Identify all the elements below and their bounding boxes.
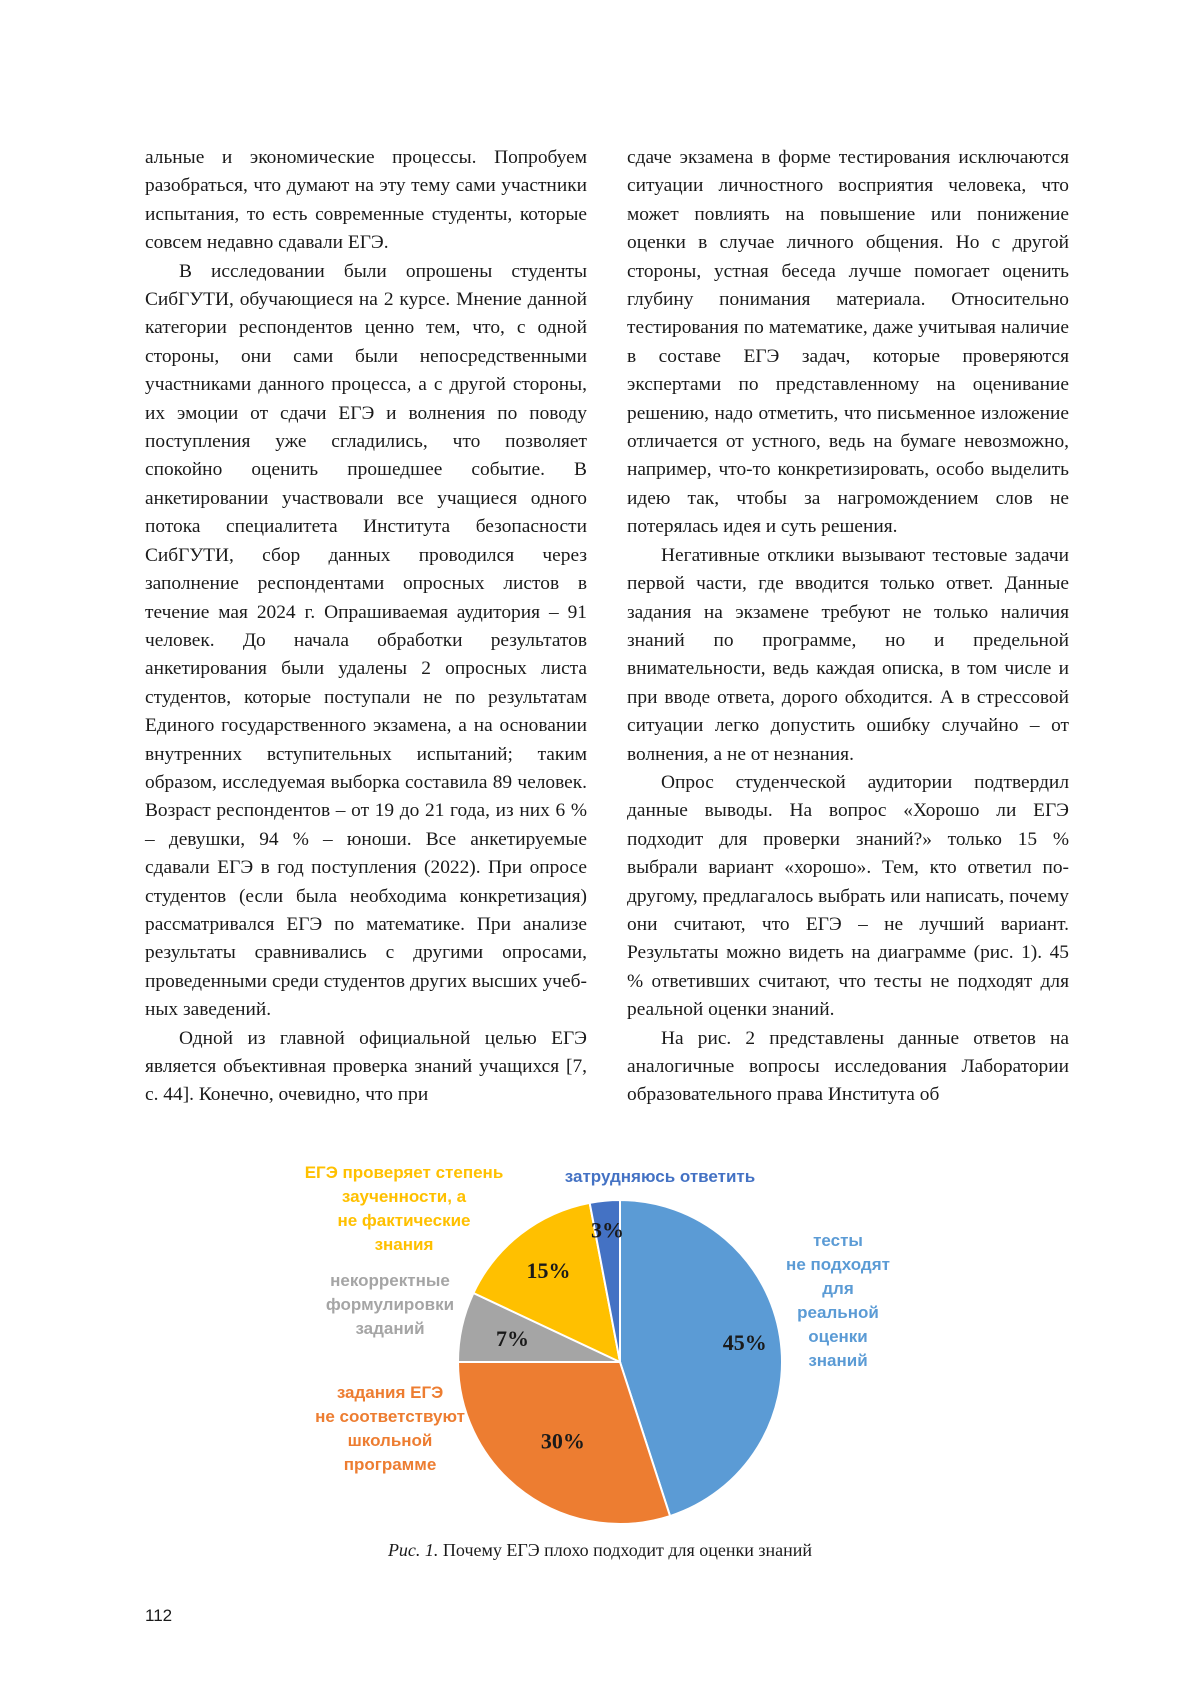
figure-caption-text: Почему ЕГЭ плохо подходит для оценки знаний: [438, 1540, 813, 1560]
paragraph: сдаче экзамена в форме тестирования исключаются ситуации личностного восприятия человека, что может повлиять на повышение или понижение оценки в случае личного общения. Но с другой стороны, устная беседа лучше помогает оценить глубину понимания материала. Относительно тестирования по математике, даже учитывая наличие в составе ЕГЭ задач, которые проверяются экспертами по представленному на оценивание решению, надо отметить, что письменное изложение отличается от устного, ведь на бумаге невозможно, например, что-то конкретизировать, особо выделить идею так, чтобы за нагромождением слов не потерялась идея и суть решения.: [627, 147, 1069, 538]
pie-chart: [290, 1158, 930, 1528]
figure-caption-prefix: Рис. 1.: [387, 1540, 439, 1560]
paragraph: В исследовании были опрошены студенты СибГУТИ, обучающиеся на 2 курсе. Мнение данной категории респондентов ценно тем, что, с одной стороны, они сами были непосредственными участниками данного процесса, а с другой стороны, их эмоции от сдачи ЕГЭ и волнения по поводу поступления уже сгладились, что позволяет спокойно оценить прошедшее событие. В анкетировании участвовали все учащиеся одного потока специалитета Института безопасности СибГУТИ, сбор данных проводился через заполнение респондентами опросных листов в течение мая 2024 г. Опрашиваемая аудитория – 91 человек. До начала обработки результатов анкетирования были удалены 2 опросных листа студентов, которые поступали не по результатам Единого государственного экзамена, а на основании внутренних вступительных испытаний; таким образом, исследуемая выборка составила 89 человек. Возраст респондентов – от 19 до 21 года, из них 6 % – девушки, 94 % – юноши. Все анкетируемые сдавали ЕГЭ в год поступления (2022). При опросе студентов (если была необходима конкретизация) рассматривался ЕГЭ по математике. При анализе результаты сравнивались с другими опросами, проведенными среди студентов других высших учебных заведений.: [145, 260, 587, 1021]
paragraph: На рис. 2 представлены данные ответов на аналогичные вопросы исследования Лаборатории образовательного права Института об: [627, 1027, 1069, 1106]
right-column: [627, 144, 1069, 1110]
paragraph: Одной из главной официальной целью ЕГЭ является объективная проверка знаний учащихся [7, с. 44]. Конечно, очевидно, что при: [145, 1027, 587, 1106]
pie-value-label: 15%: [526, 1257, 571, 1283]
pie-category-label: затрудняюсь ответить: [564, 1167, 756, 1186]
pie-category-label: задания ЕГЭ не соответствуют школьной программе: [315, 1383, 465, 1474]
left-column: [145, 144, 587, 1110]
pie-value-label: 45%: [722, 1330, 767, 1356]
pie-category-label: ЕГЭ проверяет степень заученности, а не фактические знания: [304, 1163, 504, 1254]
paragraph: альные и экономические процессы. Попробуем разобраться, что думают на эту тему сами участники испытания, то есть современные студенты, которые совсем недавно сдавали ЕГЭ.: [145, 147, 587, 254]
paragraph: Негативные отклики вызывают тестовые задачи первой части, где вводится только ответ. Данные задания на экзамене требуют не только наличия знаний по программе, но и предельной внимательности, ведь каждая описка, в том числе и при вводе ответа, дорого обходится. А в стрессовой ситуации легко допустить ошибку случайно – от волнения, а не от незнания.: [627, 544, 1069, 765]
pie-value-label: 30%: [540, 1428, 585, 1454]
pie-category-label: некорректные формулировки заданий: [325, 1271, 455, 1338]
figure-caption: [0, 1540, 1200, 1561]
pie-value-label: 7%: [496, 1326, 529, 1351]
paragraph: Опрос студенческой аудитории подтвердил данные выводы. На вопрос «Хорошо ли ЕГЭ подходит для проверки знаний?» только 15 % выбрали вариант «хорошо». Тем, кто ответил по-другому, предлагалось выбрать или написать, почему они считают, что ЕГЭ – не лучший вариант. Результаты можно видеть на диаграмме (рис. 1). 45 % ответивших считают, что тесты не подходят для реальной оценки знаний.: [627, 771, 1069, 1021]
pie-category-label: тесты не подходят для реальной оценки знаний: [786, 1231, 890, 1370]
page-number: 112: [145, 1606, 173, 1625]
pie-value-label: 3%: [591, 1217, 624, 1243]
